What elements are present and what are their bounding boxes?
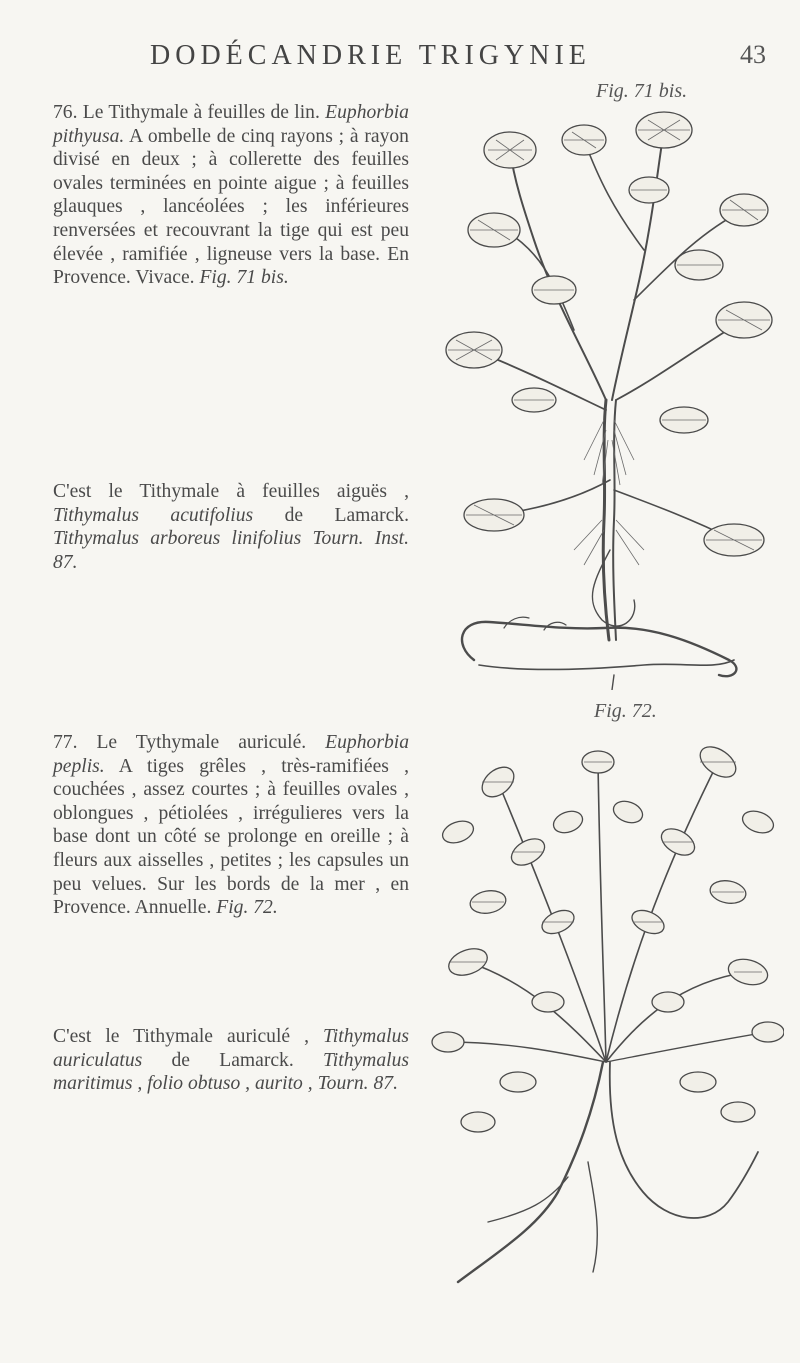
entry-76-number: 76. [53, 102, 78, 123]
entry-76-syn2-author: Tourn. Inst. 87. [53, 528, 409, 573]
entry-77-latin: Euphorbia peplis. [53, 732, 409, 777]
botanical-illustration-pithyusa [434, 100, 780, 690]
entry-76-syn-intro: C'est le Tithymale à feuilles aiguës , [53, 481, 409, 502]
figure-72-label: Fig. 72. [594, 700, 657, 722]
entry-77-syn2-latin: Tithymalus maritimus , folio obtuso , aurito , [53, 1049, 409, 1095]
entry-77-name: Le Tythymale auriculé. [96, 732, 307, 753]
entry-77-synonymy [53, 1025, 409, 1096]
entry-76-synonymy [53, 480, 409, 574]
entry-76-name: Le Tithymale à feuilles de lin. [82, 102, 320, 123]
entry-76-syn1-latin: Tithymalus acutifolius [53, 504, 254, 526]
entry-76-latin: Euphorbia pithyusa. [53, 102, 409, 147]
entry-77-fig-ref: Fig. 72. [216, 897, 278, 919]
entry-77-syn-intro: C'est le Tithymale auriculé , [53, 1026, 309, 1047]
botanical-illustration-peplis [428, 722, 784, 1294]
figure-71bis-label: Fig. 71 bis. [596, 80, 688, 102]
entry-76-syn1-author: de Lamarck. [284, 504, 409, 526]
entry-77-syn1-author: de Lamarck. [171, 1049, 294, 1071]
entry-76-syn2-latin: Tithymalus arboreus linifolius [53, 528, 302, 550]
entry-77-description [53, 731, 409, 920]
entry-76-description [53, 101, 409, 290]
entry-77-number: 77. [53, 732, 78, 753]
entry-76-fig-ref: Fig. 71 bis. [199, 267, 289, 289]
running-header: DODÉCANDRIE TRIGYNIE [150, 40, 591, 71]
page-number: 43 [740, 40, 766, 69]
entry-77-text: A tiges grêles , très-ramifiées , couchées , assez courtes ; à feuilles ovales , oblongues , pétiolées , irrégulieres vers la base dont un côté se prolonge en oreille ; à fleurs aux aisselles , petites ; les capsules un peu velues. Sur les bords de la mer , en Provence. Annuelle. [53, 755, 409, 919]
entry-77-syn2-author: Tourn. 87. [317, 1073, 398, 1095]
entry-76-text: A ombelle de cinq rayons ; à rayon divisé en deux ; à collerette des feuilles ovales terminées en pointe aigue ; à feuilles glauques , lancéolées ; les inférieures renversées et recouvrant la tige qui est peu élevée , ramifiée , ligneuse vers la base. En Provence. Vivace. [53, 125, 409, 289]
entry-77-syn1-latin: Tithymalus auriculatus [53, 1026, 409, 1071]
